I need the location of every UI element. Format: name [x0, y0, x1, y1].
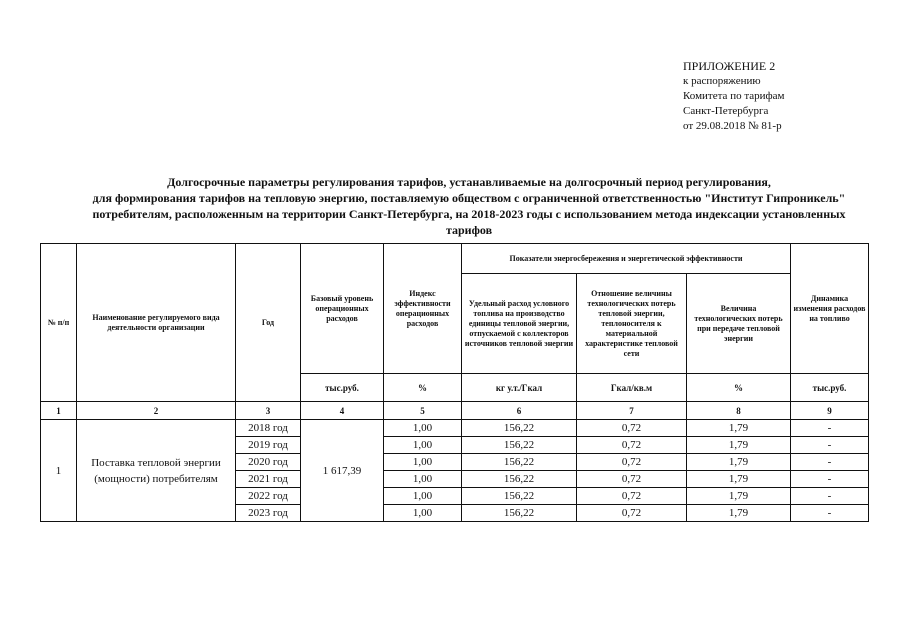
losses-cell: 1,79 — [687, 488, 791, 505]
index-cell: 1,00 — [384, 437, 462, 454]
header-fuel-rate: Удельный расход условного топлива на производство единицы тепловой энергии, отпускаемой с коллекторов источников тепловой энергии — [462, 274, 577, 374]
losses-cell: 1,79 — [687, 505, 791, 522]
unit-base: тыс.руб. — [301, 374, 384, 402]
unit-ratio: Гкал/кв.м — [577, 374, 687, 402]
document-title — [40, 174, 898, 238]
title-line-1: Долгосрочные параметры регулирования тарифов, устанавливаемые на долгосрочный период регулирования, — [167, 175, 771, 189]
activity-name: Поставка тепловой энергии (мощности) потребителям — [77, 420, 236, 522]
losses-cell: 1,79 — [687, 420, 791, 437]
year-cell: 2021 год — [236, 471, 301, 488]
year-cell: 2023 год — [236, 505, 301, 522]
fuel-cell: 156,22 — [462, 471, 577, 488]
unit-index: % — [384, 374, 462, 402]
column-number: 4 — [301, 402, 384, 420]
column-number: 6 — [462, 402, 577, 420]
year-cell: 2020 год — [236, 454, 301, 471]
unit-dynamics: тыс.руб. — [791, 374, 869, 402]
appendix-line-3: Санкт-Петербурга — [683, 105, 769, 117]
column-number: 1 — [41, 402, 77, 420]
unit-losses: % — [687, 374, 791, 402]
index-cell: 1,00 — [384, 471, 462, 488]
ratio-cell: 0,72 — [577, 454, 687, 471]
title-line-2: для формирования тарифов на тепловую энергию, поставляемую обществом с ограниченной ответственностью "Институт Гипроникель" — [92, 191, 846, 205]
unit-fuel: кг у.т./Гкал — [462, 374, 577, 402]
column-number: 7 — [577, 402, 687, 420]
header-base-level: Базовый уровень операционных расходов — [301, 244, 384, 374]
dynamics-cell: - — [791, 454, 869, 471]
losses-cell: 1,79 — [687, 471, 791, 488]
header-efficiency-index: Индекс эффективности операционных расходов — [384, 244, 462, 374]
dynamics-cell: - — [791, 420, 869, 437]
dynamics-cell: - — [791, 471, 869, 488]
column-number: 8 — [687, 402, 791, 420]
ratio-cell: 0,72 — [577, 471, 687, 488]
row-number: 1 — [41, 420, 77, 522]
base-level-value: 1 617,39 — [301, 420, 384, 522]
ratio-cell: 0,72 — [577, 488, 687, 505]
appendix-line-2: Комитета по тарифам — [683, 90, 785, 102]
header-energy-group: Показатели энергосбережения и энергетической эффективности — [462, 244, 791, 274]
column-number: 5 — [384, 402, 462, 420]
index-cell: 1,00 — [384, 488, 462, 505]
column-number-row — [41, 402, 869, 420]
year-cell: 2019 год — [236, 437, 301, 454]
header-loss-ratio: Отношение величины технологических потерь тепловой энергии, теплоносителя к материальной характеристике тепловой сети — [577, 274, 687, 374]
ratio-cell: 0,72 — [577, 505, 687, 522]
column-number: 2 — [77, 402, 236, 420]
ratio-cell: 0,72 — [577, 420, 687, 437]
title-line-4: тарифов — [445, 223, 493, 237]
appendix-line-4: от 29.08.2018 № 81-р — [683, 120, 782, 132]
dynamics-cell: - — [791, 505, 869, 522]
appendix-title: ПРИЛОЖЕНИЕ 2 — [683, 59, 776, 73]
index-cell: 1,00 — [384, 505, 462, 522]
header-activity: Наименование регулируемого вида деятельности организации — [77, 244, 236, 402]
tariff-parameters-table — [40, 243, 869, 522]
header-technological-losses: Величина технологических потерь при передаче тепловой энергии — [687, 274, 791, 374]
title-line-3: потребителям, расположенным на территории Санкт-Петербурга, на 2018-2023 годы с использованием метода индексации установленных — [92, 207, 846, 221]
header-year: Год — [236, 244, 301, 402]
index-cell: 1,00 — [384, 420, 462, 437]
column-number: 9 — [791, 402, 869, 420]
header-fuel-dynamics: Динамика изменения расходов на топливо — [791, 244, 869, 374]
fuel-cell: 156,22 — [462, 454, 577, 471]
losses-cell: 1,79 — [687, 454, 791, 471]
column-number: 3 — [236, 402, 301, 420]
index-cell: 1,00 — [384, 454, 462, 471]
dynamics-cell: - — [791, 437, 869, 454]
year-cell: 2018 год — [236, 420, 301, 437]
year-cell: 2022 год — [236, 488, 301, 505]
fuel-cell: 156,22 — [462, 488, 577, 505]
appendix-block — [683, 58, 893, 134]
dynamics-cell: - — [791, 488, 869, 505]
fuel-cell: 156,22 — [462, 505, 577, 522]
header-num: № п/п — [41, 244, 77, 402]
losses-cell: 1,79 — [687, 437, 791, 454]
fuel-cell: 156,22 — [462, 437, 577, 454]
table-row — [41, 420, 869, 437]
fuel-cell: 156,22 — [462, 420, 577, 437]
appendix-line-1: к распоряжению — [683, 75, 761, 87]
ratio-cell: 0,72 — [577, 437, 687, 454]
